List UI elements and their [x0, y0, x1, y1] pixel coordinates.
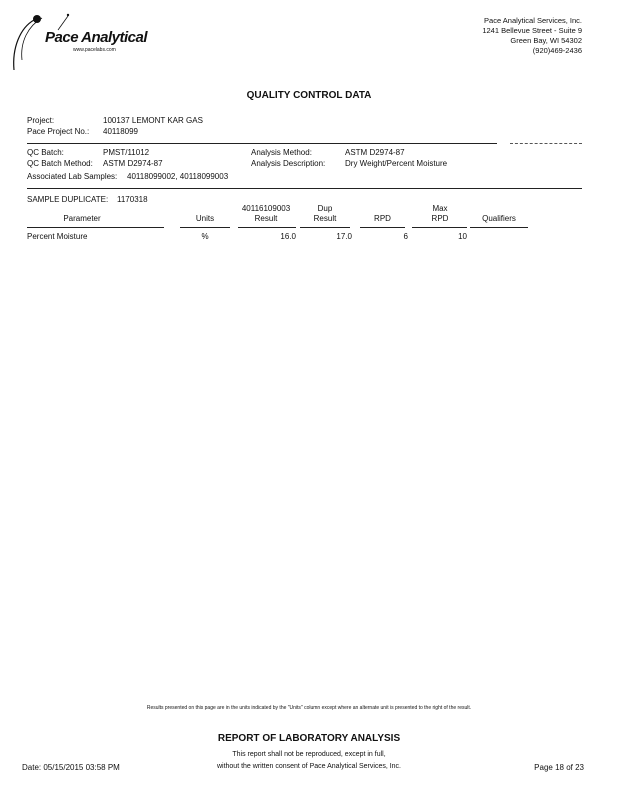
page-number: Page 18 of 23 [534, 763, 584, 772]
logo-url: www.pacelabs.com [73, 47, 116, 53]
col-dup-bottom: Result [313, 214, 337, 223]
project-value: 100137 LEMONT KAR GAS [103, 116, 203, 125]
col-underline [300, 227, 350, 228]
col-dup-top: Dup [317, 204, 333, 213]
row-max-rpd: 10 [458, 232, 467, 241]
col-max-top: Max [432, 204, 448, 213]
row-rpd: 6 [403, 232, 408, 241]
results-note: Results presented on this page are in the units indicated by the "Units" column except where an alternate unit is presented to the right of the result. [146, 705, 472, 711]
assoc-samples-value: 40118099002, 40118099003 [127, 172, 229, 181]
col-max-bottom: RPD [431, 214, 449, 223]
project-label: Project: [27, 116, 55, 125]
sample-dup-id: 1170318 [117, 195, 148, 204]
row-result: 16.0 [280, 232, 296, 241]
divider [510, 143, 582, 144]
report-line-1: This report shall not be reproduced, except in full, [232, 751, 386, 758]
address-line: Green Bay, WI 54302 [510, 36, 582, 45]
col-underline [238, 227, 296, 228]
col-result-top: 40116109003 [241, 204, 291, 213]
report-line-2: without the written consent of Pace Analytical Services, Inc. [216, 763, 402, 770]
col-underline [412, 227, 467, 228]
row-units: % [201, 232, 209, 241]
divider [27, 143, 497, 144]
col-units: Units [195, 214, 215, 223]
qc-batch-label: QC Batch: [27, 148, 64, 157]
analysis-method-label: Analysis Method: [251, 148, 312, 157]
qc-batch-value: PMST/11012 [103, 148, 150, 157]
qc-batch-method-label: QC Batch Method: [27, 159, 93, 168]
address-line: Pace Analytical Services, Inc. [484, 16, 582, 25]
address-line: (920)469-2436 [532, 46, 582, 55]
col-underline [27, 227, 164, 228]
address-line: 1241 Bellevue Street - Suite 9 [482, 26, 582, 35]
logo-text: Pace Analytical [45, 29, 148, 46]
report-date: Date: 05/15/2015 03:58 PM [22, 763, 120, 772]
col-qualifiers: Qualifiers [482, 214, 516, 223]
sample-dup-label: SAMPLE DUPLICATE: [27, 195, 109, 204]
col-underline [360, 227, 405, 228]
analysis-desc-value: Dry Weight/Percent Moisture [345, 159, 448, 168]
col-underline [470, 227, 528, 228]
report-title: REPORT OF LABORATORY ANALYSIS [217, 733, 401, 744]
lab-address [482, 16, 582, 56]
qc-batch-method-value: ASTM D2974-87 [103, 159, 163, 168]
col-result-bottom: Result [254, 214, 278, 223]
col-parameter: Parameter [63, 214, 101, 223]
page-title: QUALITY CONTROL DATA [246, 90, 372, 101]
col-rpd: RPD [374, 214, 391, 223]
col-underline [180, 227, 230, 228]
analysis-desc-label: Analysis Description: [251, 159, 326, 168]
analysis-method-value: ASTM D2974-87 [345, 148, 405, 157]
pace-project-label: Pace Project No.: [27, 127, 90, 136]
pace-project-value: 40118099 [103, 127, 138, 136]
row-dup-result: 17.0 [336, 232, 352, 241]
row-parameter: Percent Moisture [27, 232, 88, 241]
divider [27, 188, 582, 189]
assoc-samples-label: Associated Lab Samples: [27, 172, 118, 181]
